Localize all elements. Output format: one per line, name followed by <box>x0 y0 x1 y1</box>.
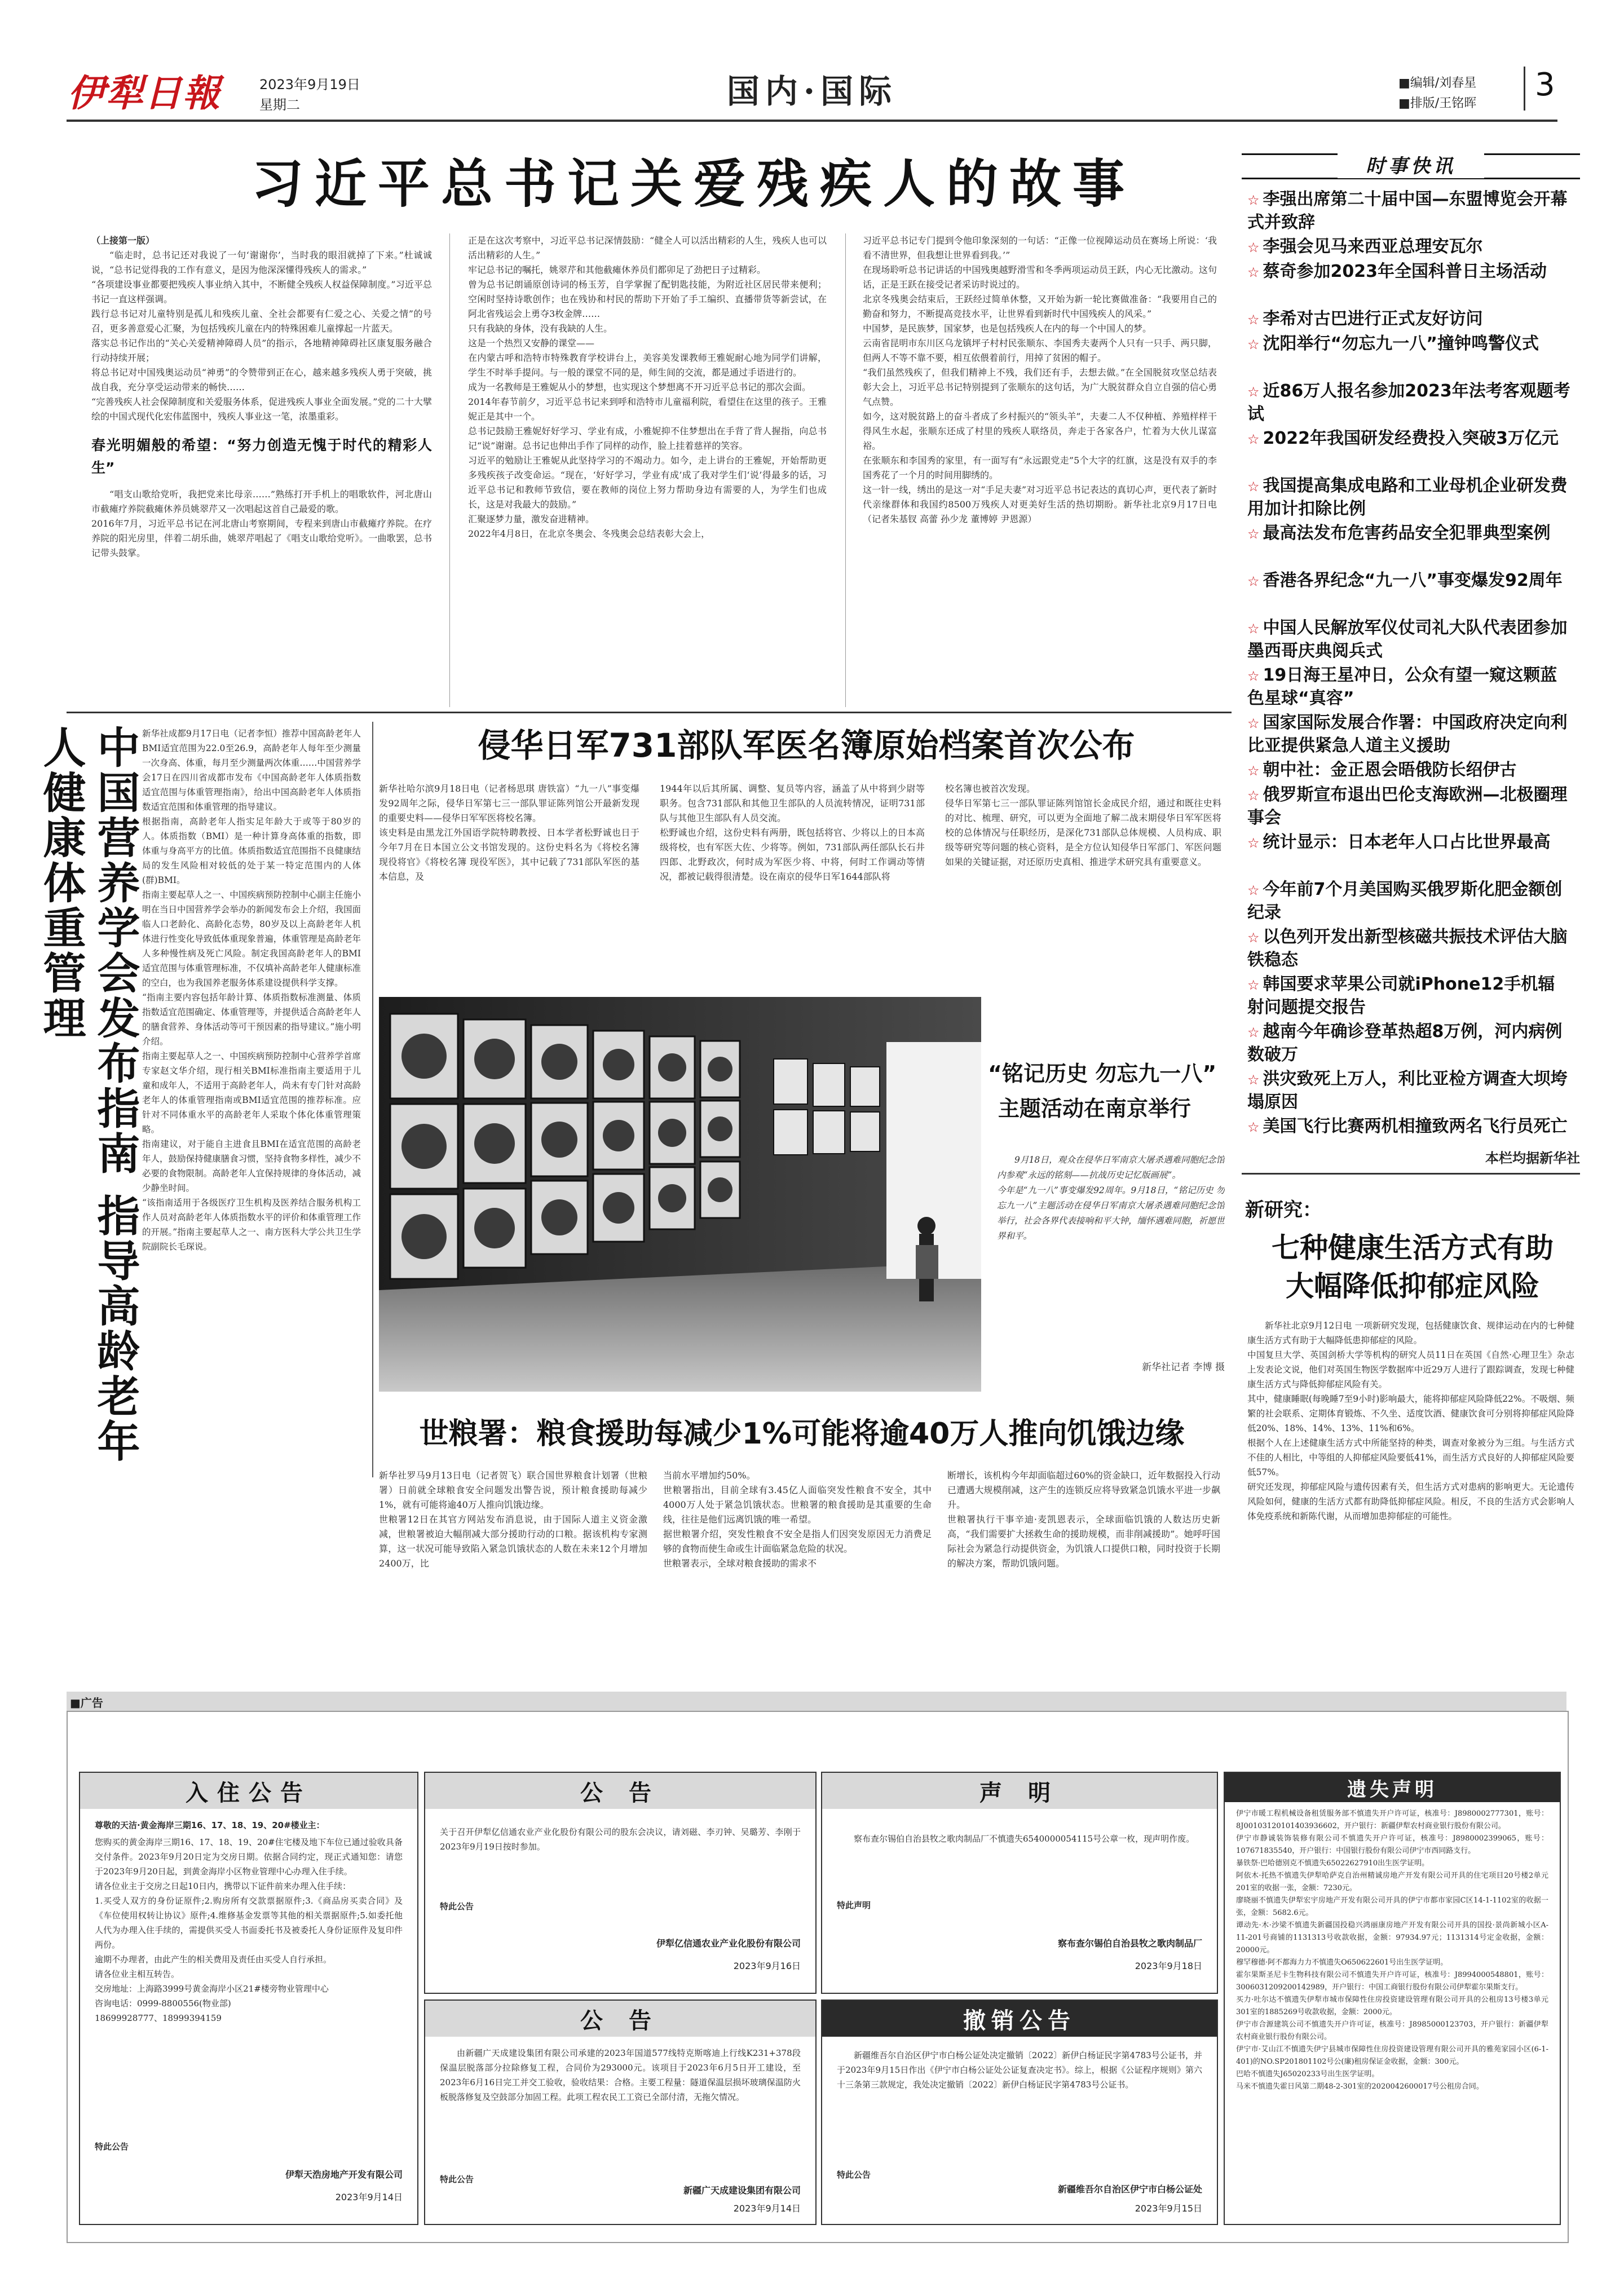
issue-date: 2023年9月19日 <box>259 77 360 92</box>
ad-yishi-body: 伊宁市暖工程机械设备租赁服务部不慎遗失开户许可证，核准号：J8980002777301，账号：8J00103120101403936602，开户银行：新疆伊犁农村商业银行股份有限公司。 伊宁市静诚装饰装修有限公司不慎遗失开户许可证，核准号：J8980002399065，账号：107671835540，开户银行：中国银行股份有限公司伊宁市西同路支行。 暴铁祭·巴哈德别克不慎遗失65022627910出生医学证明。 阿依木·托热不慎遗失伊犁哈萨克自治州精诚房地产开发有限公司开具的住宅项目20号楼2单元201室的收据一张，金额：7230元。 廖晓丽不慎遗失伊犁宏宇房地产开发有限公司开具的伊宁市都市家园C区14-1-1102室的收据一张，金额：5682.6元。 谭动先·木·沙梁不慎遗失新疆国投稳兴鸿丽康房地产开发有限公司开具的国投·景尚新城小区A-11-201号商铺的1131313号收款收据，金额：97934.97元；1131314号定金收据，金额：20000元。 穆罕穆德·阿不都海力力不慎遗失O650622601号出生医学证明。 霍尔果斯圣尼卡生物科技有限公司不慎遗失开户许可证，核准号：J8994000548801，账号：3006031209200142989，开户银行：中国工商银行股份有限公司伊犁霍尔果斯支行。 买力·吐尔达不慎遗失伊犁市城市保障性住房投资建设管理有限公司开具的公租房13号楼3单元301室的1885269号收款收据，金额：2000元。 伊宁市合源建筑公司不慎遗失开户许可证，核准号：J8985000123703，开户银行：新疆伊犁农村商业银行股份有限公司。 伊宁市·艾山江不慎遗失伊宁县城市保障性住房投资建设管理有限公司开具的雅苑家园小区(6-1-401)的NO.SP201801102号公(廉)租房保证金收据，金额：300元。 巴哈不慎遗失J65020233号出生医学证明。 马米不慎遗失霍日风第二期48-2-301室的2020042600017号公租房合同。 <box>1236 1809 1548 2091</box>
ad-shengming-sign-label: 特此声明 <box>837 1900 871 1910</box>
masthead-rule <box>67 120 1557 122</box>
brief-item-text: 李强会见马来西亚总理安瓦尔 <box>1263 237 1483 257</box>
unit731-headline: 侵华日军731部队军医名簿原始档案首次公布 <box>478 726 1135 765</box>
ad-chexiao <box>821 1999 1218 2225</box>
brief-item-text: 近86万人报名参加2023年法考客观题考试 <box>1247 381 1570 424</box>
star-icon: ☆ <box>1247 192 1260 208</box>
ad-chexiao-sign: 新疆维吾尔自治区伊宁市白杨公证处 <box>1057 2184 1202 2195</box>
ad-gonggao-2 <box>424 1999 817 2225</box>
star-icon: ☆ <box>1247 621 1260 637</box>
brief-item-text: 洪灾致死上万人，利比亚检方调查大坝垮塌原因 <box>1247 1069 1568 1112</box>
ad-ruzhu-body: 您购买的黄金海岸三期16、17、18、19、20#住宅楼及地下车位已通过验收具备交付条件。2023年9月20日定为交房日期。依据合同约定，现正式通知您：请您于2023年9月20日起，到黄金海岸小区物业管理中心办理入住手续。 请各位业主于交房之日起10日内，携带以下证件前来办理入住手续： 1.买受人双方的身份证原件;2.购房所有交款票据原件;3.《商品房买卖合同》及《车位使用权转让协议》原件;4.维修基金发票等其他的相关票据原件;5.如委托他人代为办理入住手续的，需提供买受人书面委托书及被委托人身份证原件及复印件两份。 逾期不办理者，由此产生的相关费用及责任由买受人自行承担。 请各位业主相互转告。 交房地址：上海路3999号黄金海岸小区21#楼旁物业管理中心 咨询电话：0999-8800556(物业部) 18699928777、18999394159 <box>95 1837 403 2023</box>
nutrition-headline: 中国营养学会发布指南 指导高龄老年人健康体重管理 <box>36 725 140 1464</box>
wfp-column-2: 当前水平增加约50%。 世粮署指出，目前全球有3.45亿人面临突发性粮食不安全，其中4000万人处于紧急饥饿状态。世粮署的粮食援助是其重要的生命线，往往是他们远离饥饿的唯一希望。 据世粮署介绍，突发性粮食不安全是指人们因突发原因无力消费足够的食物而使生命或生计面临紧急危险的状况。 世粮署表示，全球对粮食援助的需求不 <box>663 1470 932 1569</box>
ad-gonggao-2-sign-label: 特此公告 <box>440 2174 474 2184</box>
brief-item <box>1247 831 1571 854</box>
lead-subhead: 春光明媚般的希望：“努力创造无愧于时代的精彩人生” <box>91 437 432 476</box>
ad-gonggao-1 <box>424 1772 817 1994</box>
wfp-headline: 世粮署：粮食援助每减少1%可能将逾40万人推向饥饿边缘 <box>419 1417 1185 1451</box>
lead-col-divider-2 <box>845 233 846 707</box>
brief-item <box>1247 759 1571 782</box>
briefs-list <box>1247 188 1574 1147</box>
health-headline-1: 七种健康生活方式有助 <box>1272 1232 1554 1264</box>
brief-item <box>1247 333 1571 356</box>
ad-ruzhu-lead: 尊敬的天洁·黄金海岸三期16、17、18、19、20#楼业主： <box>95 1820 325 1830</box>
ad-ruzhu <box>79 1772 418 2225</box>
brief-item <box>1247 427 1571 451</box>
ad-ruzhu-sign-label: 特此公告 <box>95 2142 129 2152</box>
ad-chexiao-title: 撤销公告 <box>822 2001 1217 2037</box>
ad-shengming-title: 声 明 <box>822 1773 1217 1809</box>
star-icon: ☆ <box>1247 763 1260 779</box>
star-icon: ☆ <box>1247 930 1260 946</box>
unit731-column-1: 新华社哈尔滨9月18日电（记者杨思琪 唐铁富）“九一八”事变爆发92周年之际，侵华日军第七三一部队罪证陈列馆公开最新发现的重要史料——侵华日军军医将校名簿。 该史料是由黑龙江外国语学院特聘教授、日本学者松野诚也日于今年7月在日本国立公文书馆发现的。这份史料名为《将校名簿 现役将官》《将校名簿 现役军医》，其中记载了731部队军医的基本信息，及 <box>379 783 639 882</box>
brief-item-text: 蔡奇参加2023年全国科普日主场活动 <box>1263 262 1547 281</box>
wfp-column-3: 断增长，该机构今年却面临超过60%的资金缺口，近年数据投入行动已遭遇大规模削减，这产生的连锁反应将导致紧急饥饿水平进一步飙升。 世粮署执行干事辛迪·麦凯恩表示，全球面临饥饿的人数达历史新高，“我们需要扩大拯救生命的援助规模，而非削减援助”。她呼吁国际社会为紧急行动提供资金，为饥饿人口提供口粮，同时投资于长期的解决方案，帮助饥饿问题。 <box>947 1470 1220 1569</box>
star-icon: ☆ <box>1247 479 1260 495</box>
ad-gonggao-1-body: 关于召开伊犁亿信通农业产业化股份有限公司的股东会决议，请刘磁、李刃钟、吴璐芳、李刚于2023年9月19日按时参加。 <box>440 1827 801 1852</box>
ad-ruzhu-title: 入住公告 <box>80 1773 417 1809</box>
masthead <box>0 0 1624 118</box>
ad-ruzhu-date: 2023年9月14日 <box>335 2192 403 2202</box>
brief-item-text: 统计显示：日本老年人口占比世界最高 <box>1263 832 1551 852</box>
lead-col1b-text: “唱支山歌给党听，我把党来比母亲……”熟练打开手机上的唱歌软件，河北唐山市截瘫疗养院截瘫休养员姚翠芹又一次唱起这首自己最爱的歌。 2016年7月，习近平总书记在河北唐山考察期间，专程来到唐山市截瘫疗养院。在疗养院的阳光房里，伴着二胡乐曲，姚翠芹唱起了《唱支山歌给党听》。一曲歌罢，总书记带头鼓掌。 <box>91 489 432 558</box>
brief-item <box>1247 712 1571 757</box>
health-headline-2: 大幅降低抑郁症风险 <box>1286 1270 1539 1303</box>
brief-item-text: 最高法发布危害药品安全犯罪典型案例 <box>1263 523 1551 543</box>
star-icon: ☆ <box>1247 337 1260 352</box>
brief-item-text: 国家国际发展合作署：中国政府决定向利比亚提供紧急人道主义援助 <box>1247 713 1568 756</box>
brief-item <box>1247 784 1571 829</box>
ad-chexiao-body: 新疆维吾尔自治区伊宁市白杨公证处决定撤销〔2022〕新伊白杨证民字第4783号公证书，并于2023年9月15日作出《伊宁市白杨公证处公证复查决定书》。综上，根据《公证程序规则》第六十三条第三款规定，我处决定撤销〔2022〕新伊白杨证民字第4783号公证书。 <box>837 2050 1202 2090</box>
ad-shengming-sign: 察布查尔锡伯自治县牧之歌肉制品厂 <box>1057 1938 1202 1949</box>
ad-gonggao-1-title: 公 告 <box>425 1773 815 1809</box>
brief-item <box>1247 380 1571 426</box>
star-icon: ☆ <box>1247 573 1260 589</box>
brief-item-text: 美国飞行比赛两机相撞致两名飞行员死亡 <box>1263 1116 1568 1136</box>
ad-gonggao-1-date: 2023年9月16日 <box>733 1961 801 1971</box>
ad-gonggao-2-sign: 新疆广天成建设集团有限公司 <box>683 2185 801 2196</box>
ad-band-label: ■广告 <box>70 1696 103 1710</box>
lead-column-1 <box>91 233 432 707</box>
briefs-header <box>1242 153 1580 179</box>
briefs-panel <box>1242 153 1580 1190</box>
brief-item <box>1247 522 1571 545</box>
ad-shengming <box>821 1772 1218 1994</box>
nutrition-divider <box>372 722 373 1477</box>
unit731-column-2: 1944年以后其所属、调整、复员等内容，涵盖了从中将到少尉等职务。包含731部队和其他卫生部队的人员流转情况，证明731部队与其他卫生部队有人员交流。 松野诚也介绍，这份史料有两册，既包括将官、少将以上的日本高级将校，也有军医大佐、少将等。例如，731部队两任部队长石井四郎、北野政次，何时成为军医少将、中将，何时工作调动等情况，都被记载得很清楚。设在南京的侵华日军1644部队将 <box>660 783 925 882</box>
wfp-column-1: 新华社罗马9月13日电（记者贺飞）联合国世界粮食计划署（世粮署）日前就全球粮食安全问题发出警告说，预计粮食援助每减少1%，就有可能将逾40万人推向饥饿边缘。 世粮署12日在其官方网站发布消息说，由于国际人道主义资金激减，世粮署被迫大幅削减大部分援助行动的口粮。据该机构专家测算，这一状况可能导致陷入紧急饥饿状态的人数在未来12个月增加2400万，比 <box>379 1470 647 1569</box>
lead-bottom-rule <box>67 712 1232 713</box>
ad-shengming-date: 2023年9月18日 <box>1135 1961 1202 1971</box>
star-icon: ☆ <box>1247 264 1260 280</box>
brief-item-text: 我国提高集成电路和工业母机企业研发费用加计扣除比例 <box>1247 476 1568 519</box>
brief-item <box>1247 1068 1571 1114</box>
ad-yishi-title: 遗失声明 <box>1225 1773 1560 1802</box>
brief-item-text: 香港各界纪念“九一八”事变爆发92周年 <box>1263 571 1563 590</box>
brief-item-text: 2022年我国研发经费投入突破3万亿元 <box>1263 429 1559 448</box>
section-title: 国内·国际 <box>726 72 898 111</box>
star-icon: ☆ <box>1247 716 1260 731</box>
brief-item-text: 俄罗斯宣布退出巴伦支海欧洲—北极圈理事会 <box>1247 785 1568 828</box>
lead-col-divider-1 <box>449 233 450 707</box>
exhibition-photo <box>379 997 981 1392</box>
unit731-column-3: 校名簿也被首次发现。 侵华日军第七三一部队罪证陈列馆馆长金成民介绍，通过和既往史料的对比、梳理、研究，可以更为全面地了解二战末期侵华日军军医将校的总体情况与任职经历，是深化731部队总体规模、人员构成、职级等研究等问题的核心资料，是全方位认知侵华日军部门、军医问题如果的关键证据，对还原历史真相、推进学术研究具有重要意义。 <box>945 783 1221 867</box>
brief-item <box>1247 973 1571 1019</box>
star-icon: ☆ <box>1247 882 1260 898</box>
brief-item-text: 19日海王星冲日，公众有望一窥这颗蓝色星球“真容” <box>1247 665 1557 708</box>
health-kicker: 新研究： <box>1245 1199 1322 1221</box>
lead-column-3: 习近平总书记专门提到令他印象深刻的一句话：“正像一位视障运动员在赛场上所说：‘我看不清世界，但我想让世界看到我。’” 在现场聆听总书记讲话的中国残奥越野滑雪和冬季两项运动员王跃，内心无比激动。这句话，正是王跃在接受记者采访时说过的。 北京冬残奥会结束后，王跃经过简单休整，又开始为新一轮比赛做准备：“我要用自己的勤奋和努力，不断提高竞技水平，让世界看到新时代中国残疾人的风采。” 中国梦，是民族梦，国家梦，也是包括残疾人在内的每一个中国人的梦。 云南省昆明市东川区乌龙镇坪子村村民张顺东、李国秀夫妻两个人只有一只手、两只脚，但两人不等不靠不要，相互依偎着前行，用掉了贫困的帽子。 “我们虽然残疾了，但我们精神上不残，我们还有手，去想去做。”在全国脱贫攻坚总结表彰大会上，习近平总书记特别提到了张顺东的这句话，为广大脱贫群众自立自强的信心勇气点赞。 如今，这对脱贫路上的奋斗者成了乡村振兴的“领头羊”，夫妻二人不仅种植、养殖样样干得风生水起，张顺东还成了村里的残疾人联络员，奔走于各家各户，忙着为大伙儿谋富裕。 在张顺东和李国秀的家里，有一面写有“永远跟党走”5个大字的红旗，这是没有双手的李国秀花了一个月的时间用脚绣的。 这一针一线，绣出的是这一对“手足夫妻”对习近平总书记表达的真切心声，更代表了新时代亲缘群体和我国约8500万残疾人对更美好生活的热切期盼。新华社北京9月17日电（记者朱基钗 高蕾 孙少龙 董博婷 尹恩源） <box>863 235 1217 524</box>
editor-credit: ■编辑/刘春星 <box>1398 76 1477 90</box>
star-icon: ☆ <box>1247 240 1260 255</box>
star-icon: ☆ <box>1247 312 1260 328</box>
ad-ruzhu-sign: 伊犁天浩房地产开发有限公司 <box>285 2169 403 2180</box>
ad-chexiao-date: 2023年9月15日 <box>1135 2203 1202 2214</box>
brief-item <box>1247 879 1571 924</box>
ad-gonggao-2-body: 由新疆广天成建设集团有限公司承建的2023年国道577线特克斯喀迪上行线K231+378段保温层脱落部分拉除修复工程，合同价为293000元。该项目于2023年6月5日开工建设，至2023年6月16日完工并交工验收，验收结果：合格。主要工程量：隧道保温层损坏玻璃保温防火板脱落修复及空鼓部分加固工程。此项工程农民工工资已全部付清，无拖欠情况。 <box>440 2048 801 2102</box>
ad-band <box>67 1692 1566 1711</box>
issue-weekday: 星期二 <box>259 97 300 113</box>
brief-item-text: 今年前7个月美国购买俄罗斯化肥金额创纪录 <box>1247 880 1563 922</box>
photo-headline-2: 主题活动在南京举行 <box>998 1096 1191 1121</box>
ad-chexiao-sign-label: 特此公告 <box>837 2170 871 2180</box>
brief-item-text: 越南今年确诊登革热超8万例，河内病例数破万 <box>1247 1022 1563 1065</box>
star-icon: ☆ <box>1247 835 1260 851</box>
exhibition-photo-art <box>379 997 981 1392</box>
briefs-bottom-rule <box>1242 1173 1580 1175</box>
brief-item <box>1247 188 1571 234</box>
brief-item-text: 朝中社：金正恩会晤俄防长绍伊古 <box>1263 760 1517 780</box>
brief-item <box>1247 617 1571 663</box>
brief-item <box>1247 1021 1571 1066</box>
briefs-credit: 本栏均据新华社 <box>1485 1150 1580 1166</box>
health-body: 新华社北京9月12日电 一项新研究发现，包括健康饮食、规律运动在内的七种健康生活方式有助于大幅降低患抑郁症的风险。 中国复旦大学、英国剑桥大学等机构的研究人员11日在英国《自然·心理卫生》杂志上发表论文说，他们对英国生物医学数据库中近29万人进行了跟踪调查，发现七种健康生活方式与降低抑郁症风险有关。 其中，健康睡眠(每晚睡7至9小时)影响最大，能将抑郁症风险降低22%。不吸烟、频繁的社会联系、定期体育锻炼、不久坐、适度饮酒、健康饮食可分别将抑郁症风险降低20%、18%、14%、13%、11%和6%。 根据个人在上述健康生活方式中所能坚持的种类，调查对象被分为三组。与生活方式不佳的人相比，中等组的人抑郁症风险要低41%，而生活方式良好的人抑郁症风险要低57%。 研究还发现，抑郁症风险与遗传因素有关，但生活方式对患病的影响更大。无论遗传风险如何，健康的生活方式都有助降低抑郁症风险。相反，不良的生活方式会影响人体免疫系统和新陈代谢，从而增加患抑郁症的可能性。 <box>1247 1321 1574 1521</box>
star-icon: ☆ <box>1247 977 1260 993</box>
brief-item <box>1247 1115 1571 1138</box>
brief-item-text: 李希对古巴进行正式友好访问 <box>1263 309 1483 329</box>
brief-item <box>1247 236 1571 259</box>
brief-item <box>1247 308 1571 331</box>
star-icon: ☆ <box>1247 1119 1260 1135</box>
ad-shengming-body: 察布查尔锡伯自治县牧之歌肉制品厂不慎遗失6540000054115号公章一枚，现声明作废。 <box>854 1834 1195 1844</box>
brief-item-text: 沈阳举行“勿忘九一八”撞钟鸣警仪式 <box>1263 334 1539 354</box>
brief-item-text: 李强出席第二十届中国—东盟博览会开幕式并致辞 <box>1247 189 1568 232</box>
brief-item-text: 中国人民解放军仪仗司礼大队代表团参加墨西哥庆典阅兵式 <box>1247 618 1568 661</box>
layout-credit: ■排版/王铭晖 <box>1398 96 1477 111</box>
star-icon: ☆ <box>1247 788 1260 804</box>
star-icon: ☆ <box>1247 384 1260 400</box>
ad-yishi <box>1224 1772 1561 2225</box>
star-icon: ☆ <box>1247 526 1260 542</box>
ad-gonggao-2-date: 2023年9月14日 <box>733 2203 801 2214</box>
star-icon: ☆ <box>1247 668 1260 684</box>
lead-continued: （上接第一版） <box>91 235 155 246</box>
photo-credit: 新华社记者 李博 摄 <box>1142 1362 1225 1373</box>
lead-headline: 习近平总书记关爱残疾人的故事 <box>251 154 1136 214</box>
star-icon: ☆ <box>1247 1072 1260 1088</box>
photo-caption: 9月18日，观众在侵华日军南京大屠杀遇难同胞纪念馆内参观“永远的铭刻——抗战历史记忆版画展”。 今年是“九一八”事变爆发92周年。9月18日，“铭记历史 勿忘九一八”主题活动在侵华日军南京大屠杀遇难同胞纪念馆举行，社会各界代表接响和平大钟，缅怀遇难同胞，祈愿世界和平。 <box>997 1155 1225 1241</box>
star-icon: ☆ <box>1247 1025 1260 1040</box>
lead-col1-text: “临走时，总书记还对我说了一句‘谢谢你’，当时我的眼泪就掉了下来。”杜诚诚说，“总书记觉得我的工作有意义，是因为他深深懂得残疾人的需求。” “各项建设事业都要把残疾人事业纳入其中，不断健全残疾人权益保障制度。”习近平总书记一直这样强调。 践行总书记对儿童特别是孤儿和残疾儿童、全社会都要有仁爱之心、关爱之情”的号召，更多善意爱心汇聚，为包括残疾儿童在内的特殊困难儿童撑起一片蓝天。 落实总书记作出的“关心关爱精神障碍人员”的指示，各地精神障碍社区康复服务融合行动持续开展； 将总书记对中国残奥运动员“神勇”的令赞带到正在心，越来越多残疾人勇于突破，挑战自我，充分享受运动带来的畅快…… “完善残疾人社会保障制度和关爱服务体系，促进残疾人事业全面发展。”党的二十大擘绘的中国式现代化宏伟蓝图中，残疾人事业这一笔，浓墨重彩。 <box>91 250 432 422</box>
page-number: 3 <box>1535 67 1555 103</box>
star-icon: ☆ <box>1247 431 1260 447</box>
brief-item <box>1247 475 1571 520</box>
brief-item <box>1247 664 1571 710</box>
ad-gonggao-2-title: 公 告 <box>425 2001 815 2037</box>
lead-column-2: 正是在这次考察中，习近平总书记深情鼓励：“健全人可以活出精彩的人生，残疾人也可以活出精彩的人生。” 牢记总书记的嘱托，姚翠芹和其他截瘫休养员们都卯足了劲把日子过精彩。 曾为总书记朗诵原创诗词的杨玉芳，自学掌握了配钥匙技能，为附近社区居民带来便利；空闲时坚持诗歌创作；也在残协和村民的帮助下开始了手工编织、直播带货等新尝试，在阿北省残运会上勇夺3枚金牌…… 只有我缺的身体，没有我缺的人生。 这是一个热烈又安静的课堂—— 在内蒙古呼和浩特市特殊教育学校讲台上，美容美发课教师王雅妮耐心地为同学们讲解，学生不时举手提问。与一般的课堂不同的是，师生间的交流，都是通过手语进行的。 成为一名教师是王雅妮从小的梦想，也实现这个梦想离不开习近平总书记的那次会面。 2014年春节前夕，习近平总书记来到呼和浩特市儿童福利院，看望住在这里的孩子。王雅妮正是其中一个。 总书记鼓励王雅妮好好学习、学业有成，小雅妮抑不住梦想出在手背了背人握指，向总书记“说”谢谢。总书记也伸出手作了同样的动作，脸上挂着慈祥的笑容。 习近平的勉励让王雅妮从此坚持学习的不竭动力。如今，走上讲台的王雅妮，开始帮助更多残疾孩子改变命运。“现在，‘好好学习，学业有成’成了我对学生们‘说’得最多的话，习近平总书记和教师节致信，要在教师的岗位上努力帮助身边有需要的人，为学生们也成长，这是对我最大的鼓励。” 汇聚逐梦力量，激发奋进精神。 2022年4月8日，在北京冬奥会、冬残奥会总结表彰大会上， <box>468 235 827 539</box>
photo-headline-1: “铭记历史 勿忘九一八” <box>988 1061 1217 1086</box>
briefs-title: 时事快讯 <box>1338 151 1484 178</box>
masthead-divider <box>1524 67 1525 111</box>
brief-item-text: 以色列开发出新型核磁共振技术评估大脑铁稳态 <box>1247 927 1568 970</box>
ad-gonggao-1-sign: 伊犁亿信通农业产业化股份有限公司 <box>656 1938 801 1949</box>
nutrition-body: 新华社成都9月17日电（记者李恒）推荐中国高龄老年人BMI适宜范围为22.0至26.9，高龄老年人每年至少测量一次身高、体重，每月至少测量两次体重……中国营养学会17日在四川省成都市发布《中国高龄老年人体质指数适宜范围与体重管理指南》，给出中国高龄老年人体质指数适宜范围和体重管理的指导建议。 根据指南，高龄老年人指实足年龄大于或等于80岁的人。体质指数（BMI）是一种计算身高体重的指数，即体重与身高平方的比值。体质指数适宜范围指不良健康结局的发生风险相对较低的处于某一特定范围内的人体(群)BMI。 指南主要起草人之一、中国疾病预防控制中心副主任施小明在当日中国营养学会举办的新闻发布会上介绍，我国面临人口老龄化、高龄化态势，80岁及以上高龄老年人机体进行性变化导致低体重现象普遍，体重管理是高龄老年人多种慢性病及死亡风险。制定我国高龄老年人的BMI适宜范围与体重管理标准，不仅填补高龄老年人健康标准的空白，也为我国养老服务体系建设提供科学支撑。 “指南主要内容包括年龄计算、体质指数标准测量、体质指数适宜范围确定、体重管理等，并提供适合高龄老年人的膳食营养、身体活动等可干预因素的指导建议。”施小明介绍。 指南主要起草人之一、中国疾病预防控制中心营养学首席专家赵文华介绍，现行相关BMI标准指南主要适用于儿童和成年人，不适用于高龄老年人，尚未有专门针对高龄老年人的体重管理指南或BMI适宜范围的推荐标准。应针对不同体重水平的高龄老年人采取个体化体重管理策略。 指南建议，对于能自主进食且BMI在适宜范围的高龄老年人，鼓励保持健康膳食习惯，坚持食物多样性，减少不必要的食物限制。高龄老年人宜保持规律的身体活动，减少静坐时间。 “该指南适用于各级医疗卫生机构及医养结合服务机构工作人员对高龄老年人体质指数水平的评价和体重管理工作的开展。”指南主要起草人之一、南方医科大学公共卫生学院副院长毛琛说。 <box>142 729 361 1252</box>
brief-item <box>1247 926 1571 972</box>
brief-item <box>1247 261 1571 284</box>
brief-item <box>1247 570 1571 593</box>
brief-item-text: 韩国要求苹果公司就iPhone12手机辐射问题提交报告 <box>1247 974 1555 1017</box>
ad-gonggao-1-sign-label: 特此公告 <box>440 1901 474 1912</box>
newspaper-logo: 伊犁日報 <box>68 71 221 115</box>
